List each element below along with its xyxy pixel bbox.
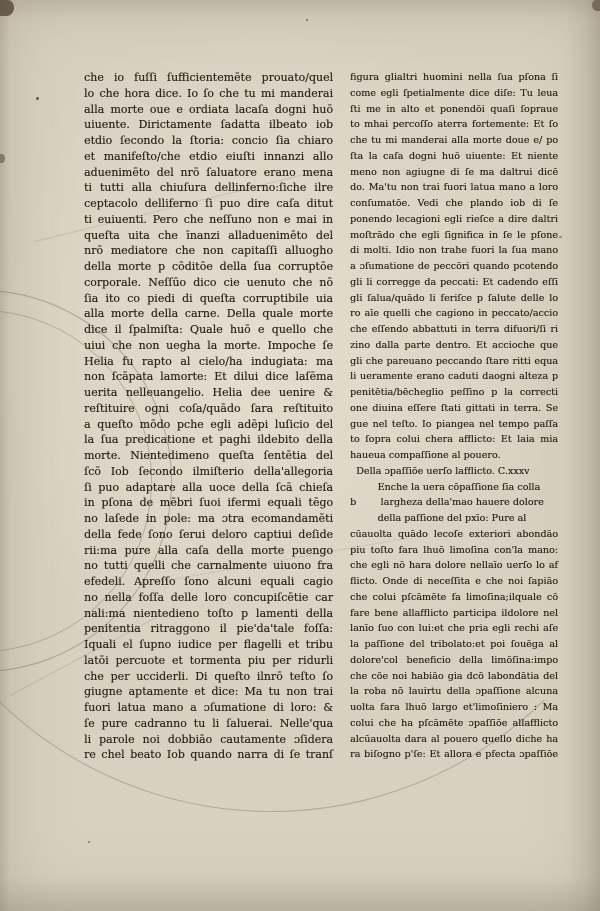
text-line: ti euiuenti. Pero che neſſuno non e mai in	[84, 212, 333, 226]
text-line: di molti. Idio non trahe fuori la ſua mano	[350, 245, 558, 257]
text-line: ro aīe quelli che cagiono in peccato/accio	[350, 308, 558, 320]
text-line: colui che ha pſcāmēte ɔpaſſiōe allafflicto	[350, 717, 558, 729]
ink-speck	[36, 97, 39, 100]
text-line: dolore'col beneficio della limōſina:impo	[350, 654, 558, 666]
text-line: uerita nelleuangelio. Helia dee uenire &	[84, 386, 333, 399]
text-line: to mhai percoſſo aterra fortemente: Et ſo	[350, 119, 558, 131]
text-line: fare bene allafflicto participa ildolore nel	[350, 607, 558, 619]
text-line: a queſto mōdo pche egli adēpi luſicio del	[84, 417, 333, 431]
text-line: che egli nō hara dolore nellaīo uerſo lo af	[350, 560, 558, 572]
text-line: la paſſione del tribolato:et poi ſouēga al	[350, 639, 558, 650]
text-line: li parole noi dobbiāo cautamente ɔſidera	[84, 732, 333, 746]
text-line: che cōe noi habiāo gia dcō labondātia del	[350, 670, 558, 682]
text-line: no nella foſſa delle loro concupiſcētie car	[84, 590, 333, 604]
text-line: uiuente. Dirictamente ſadatta ilbeato iob	[84, 118, 333, 132]
text-line: b largheza della'mao hauere dolore	[350, 497, 544, 509]
text-line: corporale. Neſſūo dico cie uenuto che nō	[84, 275, 333, 289]
text-line: efedeli. Apreſſo ſono alcuni equali cagio	[84, 575, 333, 588]
text-line: gli li corregge da peccati: Et cadendo eſſi	[350, 276, 558, 288]
text-line: gli che pareuano peccando ſtare ritti equa	[350, 355, 558, 367]
ink-speck	[88, 841, 90, 843]
left-text-column	[84, 70, 333, 763]
ink-speck	[592, 0, 600, 11]
text-line: che tu mi manderai alla morte doue e/ po	[350, 135, 558, 146]
text-line: no laſede in pole: ma ɔtra ecomandamēti	[84, 512, 333, 525]
text-line: gli ſalua/quādo li feriſce p ſalute delle lo	[350, 292, 558, 304]
text-line: no tutti quelli che carnalmente uiuono fra	[84, 559, 333, 573]
text-line: lo che hora dice. Io ſo che tu mi manderai	[84, 86, 333, 100]
text-line: ſti me in alto et ponendōi quaſi ſopraue	[350, 103, 558, 115]
text-line: haueua compaſſione al pouero.	[350, 450, 501, 461]
text-line: uiui che non uegha la morte. Impoche ſe	[84, 338, 333, 352]
text-line: penitentia ritraggono il pie'da'tale foſſa:	[84, 622, 333, 636]
text-line: morte. Nientedimeno queſta ſentētia del	[84, 449, 333, 462]
text-line: ceptacolo delliferno ſi puo dire caſa ditut	[84, 197, 333, 210]
text-line: conſumatōe. Vedi che plando iob di ſe	[350, 198, 558, 209]
text-line: la roba nō lauirtu della ɔpaſſione alcuna	[350, 686, 558, 698]
text-line: piu toſto fara lhuō limoſina con'la mano:	[350, 544, 558, 556]
text-line: reſtituire ogni coſa/quādo ſara reſtituito	[84, 401, 333, 415]
text-line: Iquali el ſupno iudice per flagelli et tribu	[84, 638, 333, 651]
text-line: meno non agiugne di ſe ma daltrui dicē	[350, 166, 558, 178]
text-line: one diuina eſſere ſtati gittati in terra. Se	[350, 402, 558, 414]
text-line: do. Ma'tu non trai fuori latua mano a loro	[350, 182, 558, 194]
text-line: alla morte oue e ordiata lacaſa dogni huō	[84, 102, 333, 116]
text-line: cūauolta quādo lecoſe exteriori abondāo	[350, 528, 558, 540]
text-line: nrō mediatore che non capitaſſi alluogho	[84, 244, 333, 258]
text-line: della morte p cōditōe della ſua corruptōe	[84, 260, 333, 273]
text-line: della paſſione del pxīo: Pure al	[350, 513, 527, 524]
right-text-column	[350, 70, 558, 763]
text-line: ſia ito co piedi di queſta corruptibile uia	[84, 291, 333, 305]
ink-speck	[0, 154, 5, 163]
text-line: Helia fu rapto al cielo/ha indugiata: ma	[84, 354, 333, 368]
text-line: come egli ſpetialmente dice diſe: Tu leua	[350, 87, 558, 99]
text-line: figura glialtri huomini nella ſua pſona ſi	[350, 72, 558, 83]
text-line: ti tutti alla chiuſura dellinferno:ſiche ilre	[84, 181, 333, 195]
text-line: ſe pure cadranno tu li ſaluerai. Nelle'qua	[84, 716, 333, 730]
text-line: non ſcāpata lamorte: Et dilui dice laſēma	[84, 370, 333, 384]
text-line: che per ucciderli. Di queſto ilnrō teſto ſo	[84, 669, 333, 683]
ink-speck	[559, 236, 562, 238]
text-line: Enche la uera cōpaſſione ſia colla	[350, 481, 541, 493]
text-line: ra biſogno p'ſe: Et allora e pfecta ɔpaſſiōe	[350, 749, 558, 761]
text-line: flicto. Onde di neceſſita e che noi ſapiāo	[350, 576, 558, 587]
text-line: Della ɔpaſſiōe uerſo lafflicto. C.xxxv	[350, 465, 530, 477]
text-line: fuori latua mano a ɔſumatione di loro: &	[84, 701, 333, 714]
text-line: moſtrādo che egli ſignifica in ſe le pſone	[350, 229, 558, 241]
text-line: penitētia/bēcheglio peſſino p la correcti	[350, 387, 558, 398]
text-line: etdio ſecondo la ſtoria: concio ſia chiaro	[84, 134, 333, 147]
text-line: che io fuſſi ſufficientemēte prouato/quel	[84, 71, 333, 84]
text-line: gue nel teſto. Io piangea nel tempo paſſa	[350, 418, 558, 430]
text-line: che eſſendo abbattuti in terra difuori/ſi ri	[350, 324, 558, 335]
text-line: uolta fara lhuō largo et'limoſiniero : Ma	[350, 702, 558, 713]
text-line: et manifeſto/che etdio eiuſti innanzi allo	[84, 149, 333, 163]
text-line: ſta la caſa dogni huō uiuente: Et niente	[350, 150, 558, 162]
text-line: la ſua predicatione et paghi ildebito della	[84, 433, 333, 447]
text-line: li ueramente erano caduti daogni alteza p	[350, 371, 558, 383]
text-line: ſcō Iob ſecondo ilmiſterio della'allegoria	[84, 464, 333, 478]
text-line: latōi percuote et tormenta piu per ridurli	[84, 653, 333, 667]
text-line: ponendo lecagioni egli rieſce a dire daltri	[350, 213, 558, 225]
text-line: giugne aptamente et dice: Ma tu non trai	[84, 685, 333, 699]
text-line: in pſona de mēbri ſuoi ifermi equali tēgo	[84, 496, 333, 510]
text-line: to ſopra colui chera afflicto: Et laia mia	[350, 434, 558, 446]
text-line: re chel beato Iob quando narra di ſe tranſ	[84, 748, 333, 762]
text-line: che colui pſcāmēte fa limoſina;ilquale cō	[350, 591, 558, 603]
ink-speck	[0, 0, 14, 16]
text-line: della fede ſono ſerui deloro captiui deſide	[84, 527, 333, 541]
text-line: dice il ſpalmiſta: Quale huō e quello che	[84, 323, 333, 336]
text-line: ſi puo adaptare alla uoce della ſcā chieſa	[84, 480, 333, 494]
text-line: lanīo ſuo con lui:et che pria egli rechi aſe	[350, 623, 558, 635]
text-line: nali:ma nientedieno toſto p lamenti della	[84, 606, 333, 620]
text-line: aduenimēto del nrō ſaluatore erano mena	[84, 165, 333, 179]
text-line: zino dalla parte dentro. Et accioche que	[350, 339, 558, 351]
text-line: alcūauolta dara al pouero quello diche ha	[350, 733, 558, 745]
text-line: rii:ma pure alla caſa della morte puengo	[84, 543, 333, 557]
text-line: queſta uita che īnanzi alladuenimēto del	[84, 228, 333, 242]
text-line: a ɔſumatione de peccōri quando pcotendo	[350, 261, 558, 272]
ink-speck	[306, 19, 308, 21]
text-line: alla morte della carne. Della quale morte	[84, 307, 333, 321]
